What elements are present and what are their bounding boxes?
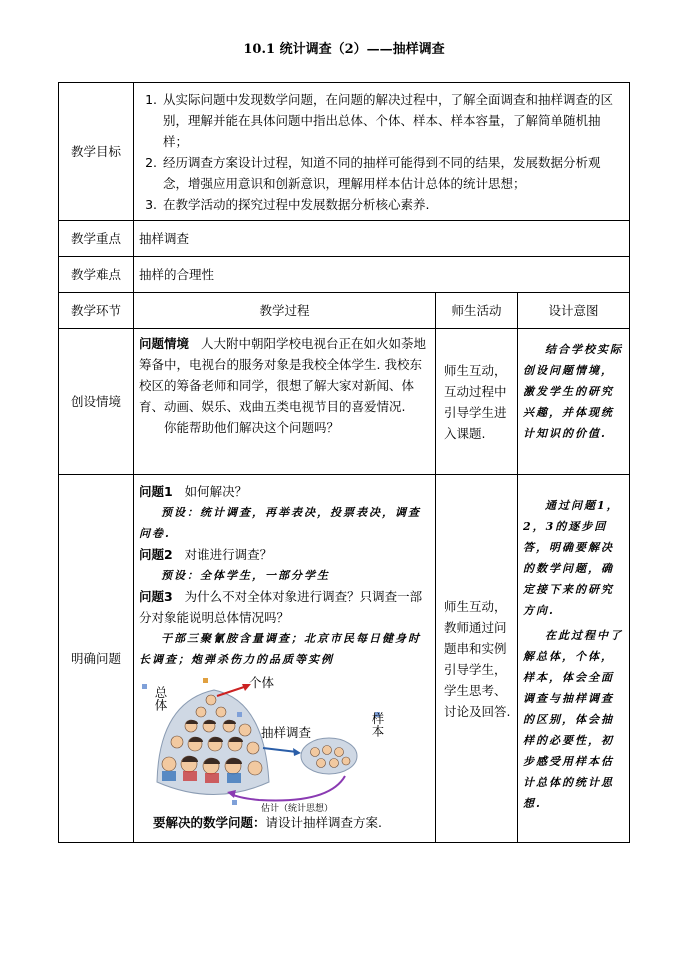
scene-lead: 问题情境 (139, 336, 190, 351)
question-3-label: 问题3 (139, 589, 173, 604)
clarify-intent-2: 在此过程中了解总体，个体，样本，体会全面调查与抽样调查的区别，体会抽样的必要性，初步感受用样本估计总体的统计思想. (523, 629, 623, 810)
scene-intent (518, 329, 630, 475)
header-activity: 师生活动 (436, 293, 518, 329)
clarify-row (59, 475, 630, 843)
header-process: 教学过程 (134, 293, 436, 329)
arrow-sampling-head (293, 748, 301, 756)
sampling-diagram (139, 672, 409, 812)
goals-label: 教学目标 (59, 83, 134, 221)
goals-content (134, 83, 630, 221)
difficulty-value: 抽样的合理性 (134, 257, 630, 293)
header-stage: 教学环节 (59, 293, 134, 329)
clarify-label: 明确问题 (59, 475, 134, 843)
clarify-intent (518, 475, 630, 843)
clarify-activity: 师生互动，教师通过问题串和实例引导学生，学生思考、讨论及回答. (436, 475, 518, 843)
goal-item: 1. 从实际问题中发现数学问题，在问题的解决过程中，了解全面调查和抽样调查的区别，理解并能在具体问题中指出总体、个体、样本、样本容量，了解简单随机抽样； (161, 89, 624, 152)
question-1-label: 问题1 (139, 484, 173, 499)
key-point-row (59, 221, 630, 257)
goals-row (59, 83, 630, 221)
question-2-label: 问题2 (139, 547, 173, 562)
question-1 (139, 481, 430, 502)
difficulty-row (59, 257, 630, 293)
key-point-value: 抽样调查 (134, 221, 630, 257)
scene-intent-text: 结合学校实际创设问题情境，激发学生的研究兴趣，并体现统计知识的价值. (523, 343, 623, 440)
clarify-intent-1: 通过问题1，2，3的逐步回答，明确要解决的数学问题，确定接下来的研究方向. (523, 499, 620, 617)
diagram-individual-label: 个体 (249, 675, 275, 690)
goal-item: 2. 经历调查方案设计过程，知道不同的抽样可能得到不同的结果，发展数据分析观念，增强应用意识和创新意识，理解用样本估计总体的统计思想； (161, 152, 624, 194)
difficulty-label: 教学难点 (59, 257, 134, 293)
scene-question: 你能帮助他们解决这个问题吗？ (164, 420, 340, 435)
math-task-lead: 要解决的数学问题： (153, 815, 266, 830)
diagram-sampling-label: 抽样调查 (261, 725, 312, 740)
arrow-individual (217, 686, 247, 696)
scene-label: 创设情境 (59, 329, 134, 475)
answer-1: 预设：统计调查，再举表决，投票表决，调查问卷. (139, 506, 421, 540)
answer-3: 干部三聚氰胺含量调查；北京市民每日健身时长调查；炮弹杀伤力的品质等实例 (139, 632, 421, 666)
header-intent: 设计意图 (518, 293, 630, 329)
column-header-row (59, 293, 630, 329)
question-1-text: 如何解决？ (184, 484, 248, 499)
scene-body: 人大附中朝阳学校电视台正在如火如荼地筹备中，电视台的服务对象是我校全体学生. 我校东校区的筹备老师和同学，很想了解大家对新闻、体育、动画、娱乐、戏曲五类电视节目的喜爱情况. (139, 336, 426, 414)
math-task-text: 请设计抽样调查方案. (265, 815, 382, 830)
key-point-label: 教学重点 (59, 221, 134, 257)
scene-activity: 师生互动，互动过程中引导学生进入课题. (436, 329, 518, 475)
question-2-text: 对谁进行调查？ (184, 547, 273, 562)
question-3 (139, 586, 430, 628)
diagram-population-label: 总体 (153, 686, 168, 711)
diagram-sample-label: 样本 (370, 712, 385, 737)
scene-text (139, 333, 430, 417)
question-2 (139, 544, 430, 565)
clarify-process (134, 475, 436, 843)
scene-row (59, 329, 630, 475)
scene-process (134, 329, 436, 475)
lesson-plan-table (58, 82, 630, 843)
page-title: 10.1 统计调查（2）——抽样调查 (243, 42, 445, 57)
question-3-text: 为什么不对全体对象进行调查？只调查一部分对象能说明总体情况吗？ (139, 589, 423, 625)
arrow-sampling (263, 748, 297, 752)
crowd-illustration (157, 690, 269, 795)
answer-2: 预设：全体学生，一部分学生 (161, 569, 330, 582)
goals-list (139, 89, 624, 215)
diagram-estimate-label: 估计（统计思想） (261, 804, 334, 814)
sample-illustration (301, 738, 357, 774)
goal-item: 3. 在教学活动的探究过程中发展数据分析核心素养. (161, 194, 624, 215)
